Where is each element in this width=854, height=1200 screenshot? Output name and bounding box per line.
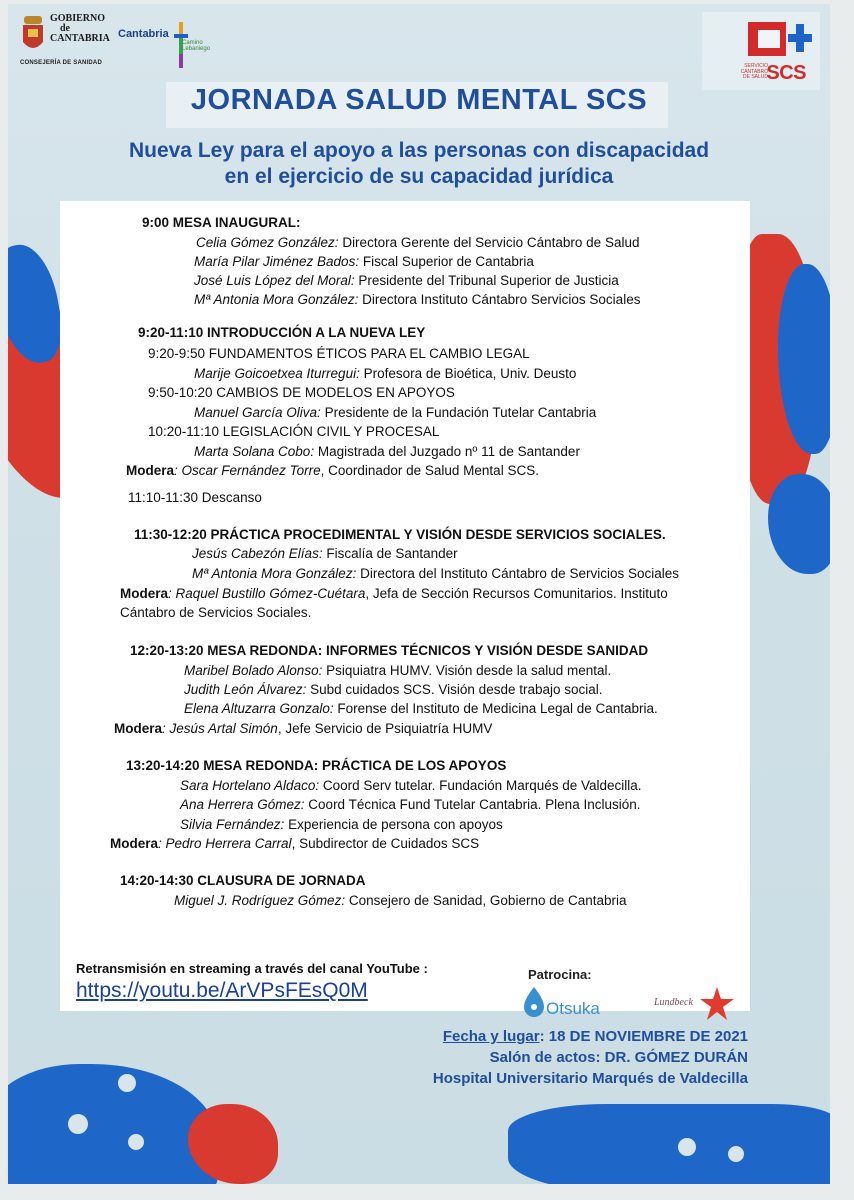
speaker-name: Celia Gómez González: <box>196 235 339 250</box>
speaker-name: Mª Antonia Mora González: <box>192 566 357 581</box>
speaker-role: Subd cuidados SCS. Visión desde trabajo social. <box>306 682 603 697</box>
speaker-row <box>194 292 640 307</box>
gobierno-line2: de <box>60 23 70 34</box>
scs-word: SCS <box>766 62 806 84</box>
speaker-name: Judith León Álvarez: <box>184 682 307 697</box>
poster <box>8 4 830 1184</box>
session-heading: 9:00 MESA INAUGURAL: <box>142 215 301 230</box>
program-card <box>60 201 750 1018</box>
speaker-name: Jesús Cabezón Elías: <box>192 546 323 561</box>
speaker-role: Psiquiatra HUMV. Visión desde la salud mental. <box>322 663 612 678</box>
speaker-name: Ana Herrera Gómez: <box>180 797 305 812</box>
speaker-row <box>192 546 458 561</box>
speaker-role: Directora Gerente del Servicio Cántabro de Salud <box>338 235 640 250</box>
dot-5 <box>728 1146 744 1162</box>
moderator-name: : Raquel Bustillo Gómez-Cuétara <box>168 586 366 601</box>
speaker-row <box>180 778 642 793</box>
speaker-role: Presidente del Tribunal Superior de Justicia <box>354 273 619 288</box>
speaker-name: Miguel J. Rodríguez Gómez: <box>174 893 346 908</box>
break-item: 11:10-11:30 Descanso <box>128 490 262 505</box>
speaker-row <box>180 817 503 832</box>
scs-cross-icon <box>748 20 812 60</box>
otsuka-drop-icon <box>522 987 546 1017</box>
speaker-role: Fiscal Superior de Cantabria <box>359 254 534 269</box>
speaker-role: Consejero de Sanidad, Gobierno de Cantabria <box>345 893 627 908</box>
speaker-name: Sara Hortelano Aldaco: <box>180 778 320 793</box>
speaker-row <box>194 366 576 381</box>
otsuka-logo <box>520 987 620 1023</box>
coat-of-arms-icon <box>20 14 46 56</box>
speaker-role: Fiscalía de Santander <box>322 546 458 561</box>
gobierno-line1: GOBIERNO <box>50 13 106 24</box>
fecha-line <box>368 1026 748 1047</box>
speaker-role: Profesora de Bioética, Univ. Deusto <box>359 366 577 381</box>
speaker-role: Coord Técnica Fund Tutelar Cantabria. Plena Inclusión. <box>304 797 641 812</box>
speaker-row <box>184 682 603 697</box>
moderator-name: : Jesús Artal Simón <box>162 721 278 736</box>
speaker-role: Magistrada del Juzgado nº 11 de Santander <box>314 444 580 459</box>
session-heading: 14:20-14:30 CLAUSURA DE JORNADA <box>120 873 366 888</box>
speaker-name: Maribel Bolado Alonso: <box>184 663 323 678</box>
speaker-row <box>192 566 679 581</box>
moderator-name: : Pedro Herrera Carral <box>158 836 292 851</box>
blue-paint-right-2 <box>768 474 830 574</box>
moderator-role: , Jefe Servicio de Psiquiatría HUMV <box>277 721 493 736</box>
dot-4 <box>678 1138 696 1156</box>
speaker-row <box>180 797 641 812</box>
gobierno-sub: CONSEJERÍA DE SANIDAD <box>20 60 102 66</box>
session-heading: 13:20-14:20 MESA REDONDA: PRÁCTICA DE LOS APOYOS <box>126 758 507 773</box>
speaker-row <box>194 405 596 420</box>
subtitle-line2: en el ejercicio de su capacidad jurídica <box>224 165 614 188</box>
subsession-title: 9:50-10:20 CAMBIOS DE MODELOS EN APOYOS <box>148 385 455 400</box>
speaker-name: Mª Antonia Mora González: <box>194 292 359 307</box>
speaker-row <box>174 893 627 908</box>
cantabria-word: Cantabria <box>118 28 169 40</box>
session-heading: 12:20-13:20 MESA REDONDA: INFORMES TÉCNICOS Y VISIÓN DESDE SANIDAD <box>130 643 649 658</box>
lundbeck-text: Lundbeck <box>654 997 693 1008</box>
moderator-role: , Coordinador de Salud Mental SCS. <box>320 463 539 478</box>
sponsor-label: Patrocina: <box>528 967 592 982</box>
lundbeck-logo <box>652 985 738 1025</box>
speaker-name: Marije Goicoetxea Iturregui: <box>194 366 360 381</box>
speaker-role: Forense del Instituto de Medicina Legal de Cantabria. <box>333 701 658 716</box>
subsession-title: 10:20-11:10 LEGISLACIÓN CIVIL Y PROCESAL <box>148 424 440 439</box>
otsuka-text: Otsuka <box>546 999 600 1018</box>
streaming-label: Retransmisión en streaming a través del canal YouTube : <box>76 961 428 976</box>
continuation-text: Cántabro de Servicios Sociales. <box>120 605 312 620</box>
speaker-name: Marta Solana Cobo: <box>194 444 315 459</box>
gobierno-cantabria-logo <box>18 10 128 74</box>
page-title: JORNADA SALUD MENTAL SCS <box>190 84 648 116</box>
dot-3 <box>128 1134 144 1150</box>
gobierno-line3: CANTABRIA <box>50 33 110 44</box>
moderator-row <box>110 836 479 851</box>
moderator-label: Modera <box>120 586 169 601</box>
hospital-line: Hospital Universitario Marqués de Valdecilla <box>432 1070 748 1087</box>
speaker-row <box>184 663 611 678</box>
moderator-role: , Subdirector de Cuidados SCS <box>291 836 480 851</box>
speaker-name: María Pilar Jiménez Bados: <box>194 254 360 269</box>
page-subtitle <box>8 138 830 190</box>
cantabria-camino-logo <box>118 22 218 76</box>
youtube-link[interactable]: https://youtu.be/ArVPsFEsQ0M <box>76 979 368 1002</box>
cantabria-sub: Camino Lebaniego <box>182 40 211 52</box>
fecha-label: Fecha y lugar <box>442 1028 540 1045</box>
moderator-label: Modera <box>110 836 159 851</box>
speaker-row <box>194 273 619 288</box>
speaker-role: Directora del Instituto Cántabro de Servicios Sociales <box>356 566 679 581</box>
session-heading: 9:20-11:10 INTRODUCCIÓN A LA NUEVA LEY <box>138 325 426 340</box>
speaker-role: Coord Serv tutelar. Fundación Marqués de Valdecilla. <box>319 778 642 793</box>
subtitle-line1: Nueva Ley para el apoyo a las personas con discapacidad <box>128 139 710 162</box>
blue-paint-bottom-left <box>8 1064 218 1184</box>
fecha-value: : 18 DE NOVIEMBRE DE 2021 <box>539 1028 748 1045</box>
salon-line: Salón de actos: DR. GÓMEZ DURÁN <box>489 1049 748 1066</box>
subsession-title: 9:20-9:50 FUNDAMENTOS ÉTICOS PARA EL CAMBIO LEGAL <box>148 346 530 361</box>
moderator-role: , Jefa de Sección Recursos Comunitarios. Instituto <box>365 586 668 601</box>
speaker-row <box>194 254 534 269</box>
star-icon <box>698 985 736 1023</box>
speaker-name: José Luis López del Moral: <box>194 273 355 288</box>
moderator-label: Modera <box>126 463 175 478</box>
speaker-row <box>196 235 639 250</box>
speaker-name: Manuel García Oliva: <box>194 405 321 420</box>
moderator-name: : Oscar Fernández Torre <box>174 463 321 478</box>
speaker-name: Silvia Fernández: <box>180 817 285 832</box>
blue-paint-bottom-right <box>508 1104 830 1184</box>
dot-2 <box>68 1114 88 1134</box>
moderator-row <box>120 586 668 601</box>
speaker-role: Directora Instituto Cántabro Servicios Sociales <box>358 292 641 307</box>
moderator-label: Modera <box>114 721 163 736</box>
speaker-row <box>184 701 658 716</box>
speaker-role: Presidente de la Fundación Tutelar Cantabria <box>320 405 597 420</box>
moderator-row <box>126 463 539 478</box>
scs-logo <box>702 12 820 90</box>
session-heading: 11:30-12:20 PRÁCTICA PROCEDIMENTAL Y VISIÓN DESDE SERVICIOS SOCIALES. <box>134 527 666 542</box>
speaker-role: Experiencia de persona con apoyos <box>284 817 503 832</box>
moderator-row <box>114 721 492 736</box>
scs-sub: SERVICIO CÁNTABRO DE SALUD <box>740 63 768 80</box>
speaker-row <box>194 444 580 459</box>
dot-1 <box>118 1074 136 1092</box>
footer <box>368 1026 748 1089</box>
speaker-name: Elena Altuzarra Gonzalo: <box>184 701 334 716</box>
